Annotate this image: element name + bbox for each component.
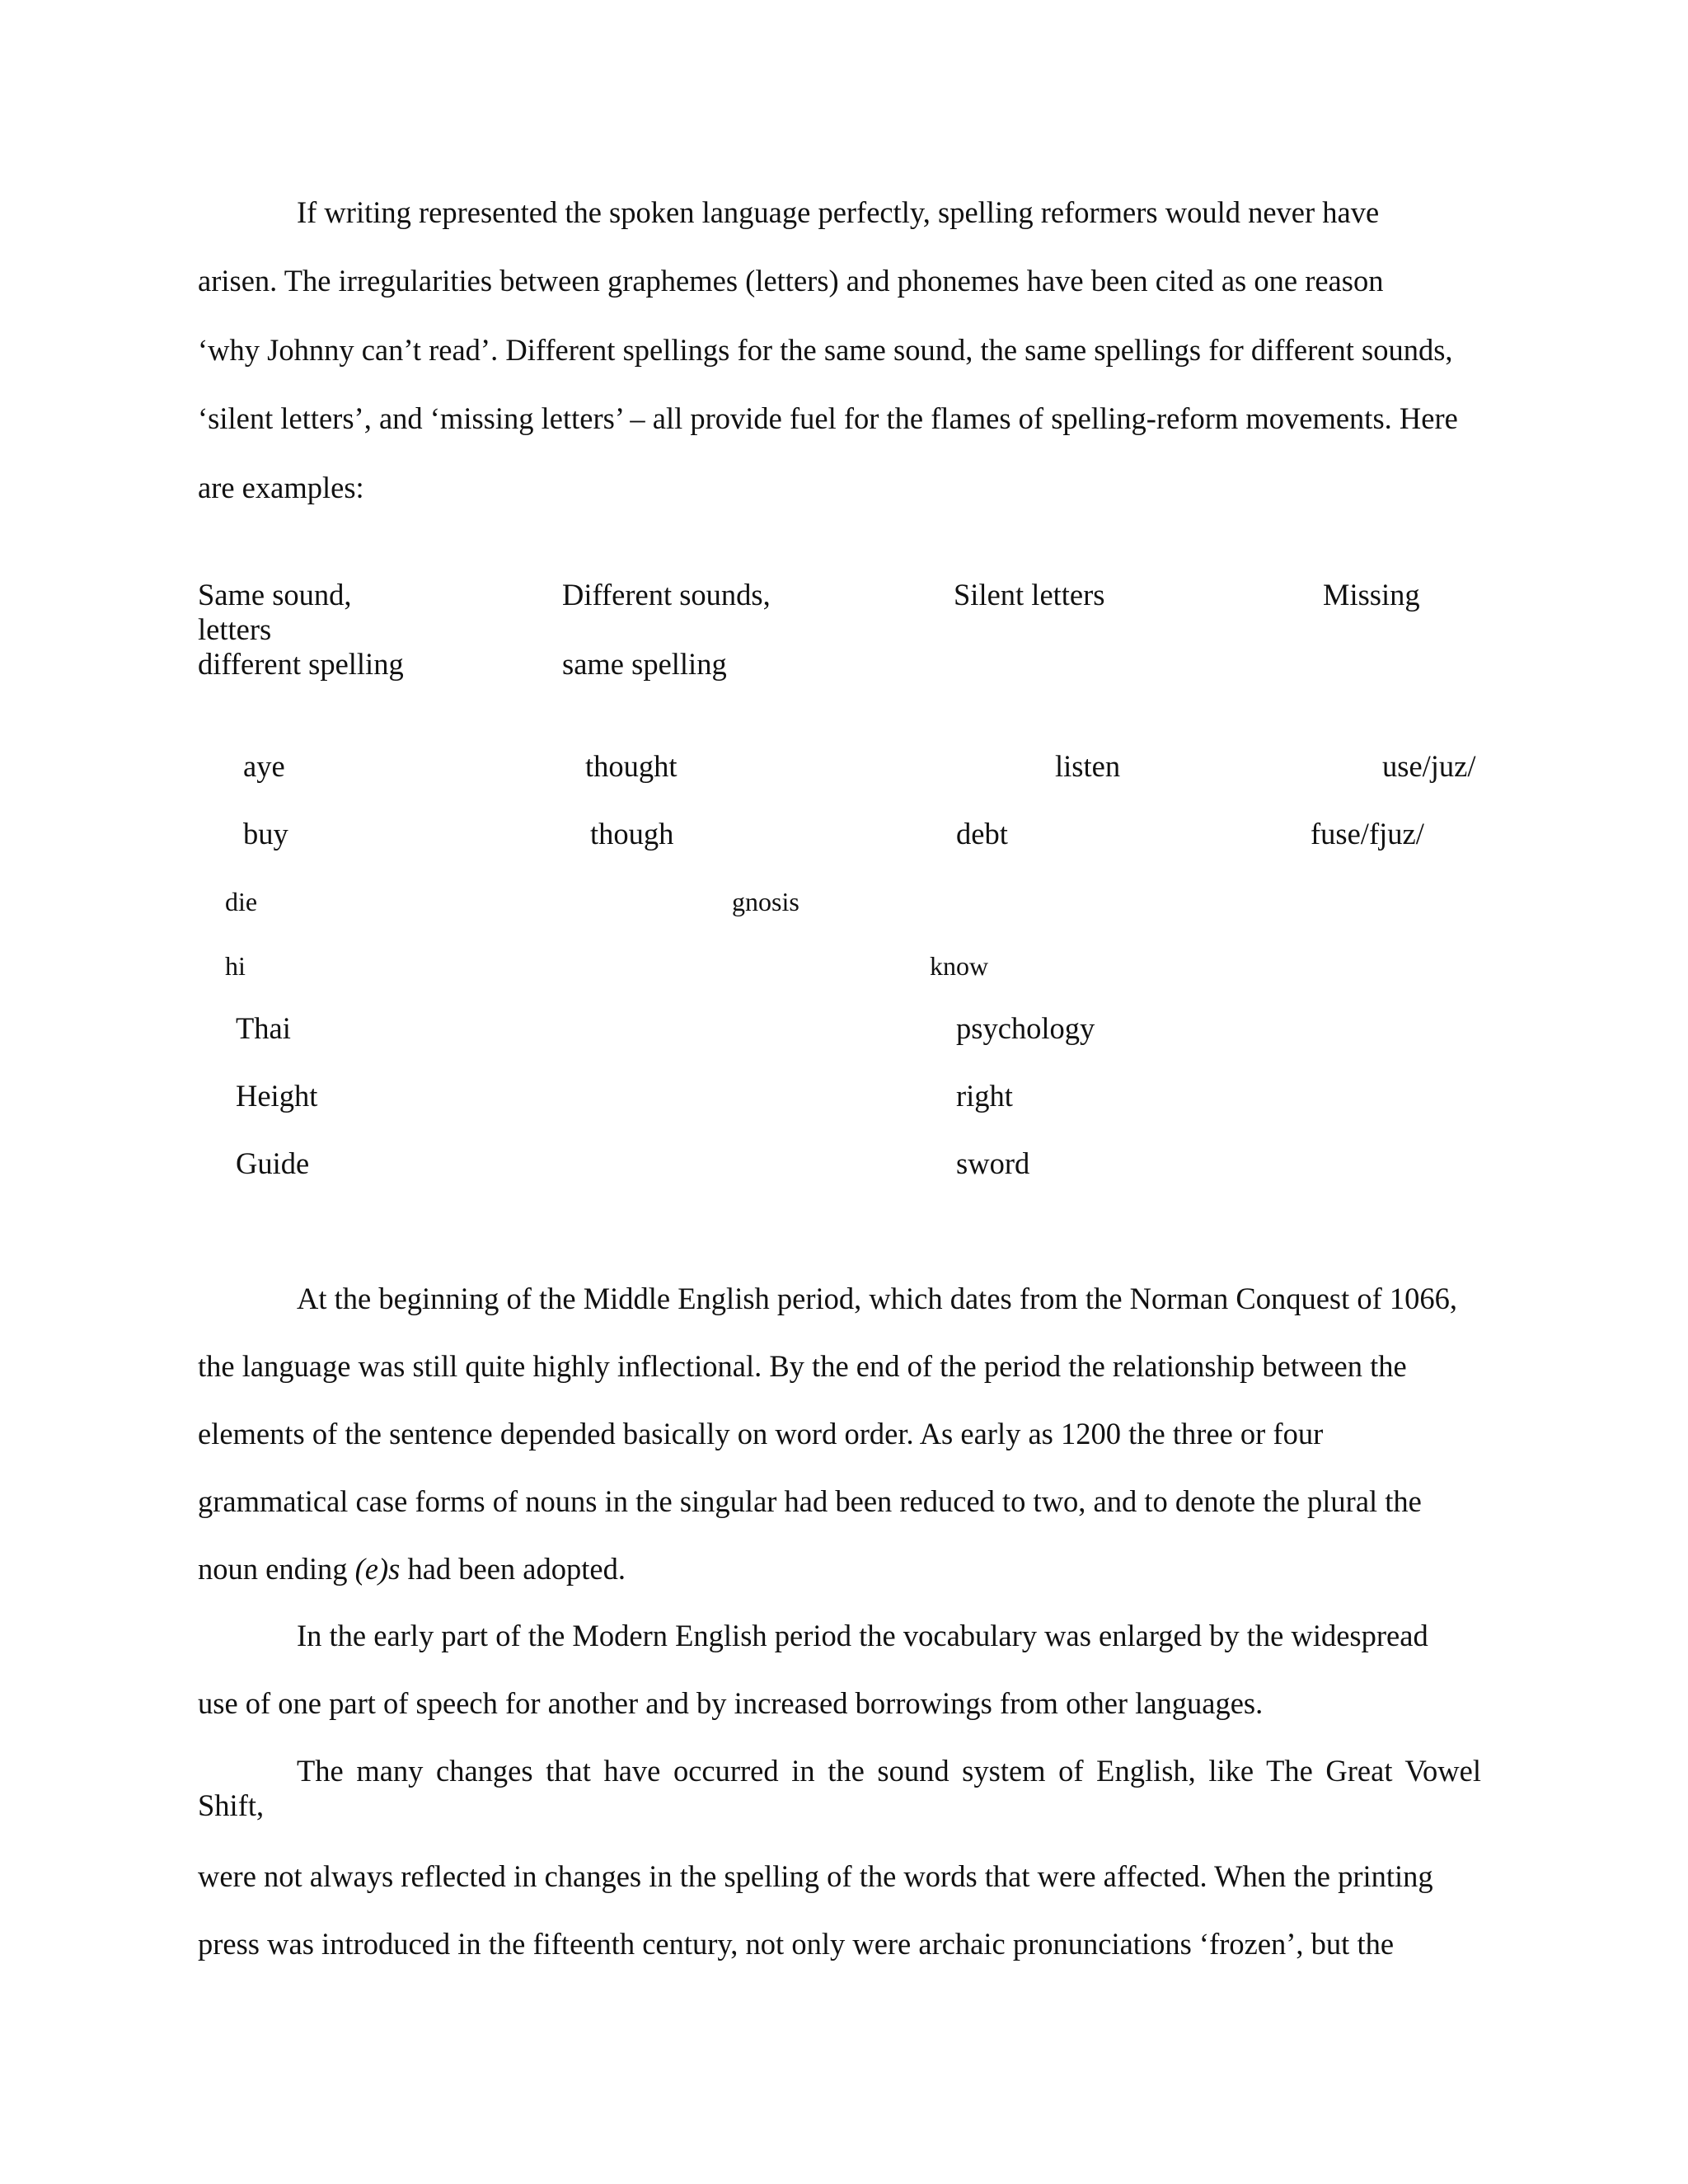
- paragraph-2-line-4: grammatical case forms of nouns in the singular had been reduced to two, and to denote the plural the: [198, 1484, 1422, 1518]
- cell-buy: buy: [243, 817, 288, 851]
- paragraph-4-line-4: press was introduced in the fifteenth century, not only were archaic pronunciations ‘frozen’, but the: [198, 1927, 1395, 1961]
- cell-fuse: fuse/fjuz/: [1311, 817, 1424, 851]
- plural-ending-italic: (e)s: [354, 1552, 401, 1586]
- header-silent-letters: Silent letters: [954, 578, 1105, 612]
- header-letters: letters: [198, 612, 272, 646]
- header-different-sounds: Different sounds,: [562, 578, 771, 612]
- paragraph-1-line-4: ‘silent letters’, and ‘missing letters’ – all provide fuel for the flames of spelling-reform movements. Here: [198, 401, 1458, 435]
- paragraph-4-line-3: were not always reflected in changes in the spelling of the words that were affected. When the printing: [198, 1859, 1433, 1893]
- paragraph-1-line-1: If writing represented the spoken language perfectly, spelling reformers would never have: [297, 195, 1380, 229]
- cell-use: use/juz/: [1382, 749, 1476, 783]
- paragraph-4-line-1: The many changes that have occurred in the sound system of English, like The Great Vowel: [297, 1754, 1481, 1788]
- cell-sword: sword: [956, 1146, 1030, 1180]
- header-same-sound: Same sound,: [198, 578, 352, 612]
- cell-right: right: [956, 1079, 1013, 1113]
- cell-debt: debt: [956, 817, 1008, 851]
- paragraph-2-line-1: At the beginning of the Middle English period, which dates from the Norman Conquest of 1066,: [297, 1282, 1458, 1315]
- paragraph-2-line-2: the language was still quite highly inflectional. By the end of the period the relationship between the: [198, 1349, 1407, 1383]
- cell-gnosis: gnosis: [732, 887, 799, 916]
- cell-listen: listen: [1055, 749, 1121, 783]
- header-same-spelling: same spelling: [562, 647, 727, 681]
- cell-height: Height: [236, 1079, 318, 1113]
- cell-aye: aye: [243, 749, 285, 783]
- paragraph-2-line-5-pre: noun ending: [198, 1552, 355, 1586]
- cell-thai: Thai: [236, 1011, 291, 1045]
- paragraph-1-line-3: ‘why Johnny can’t read’. Different spellings for the same sound, the same spellings for different sounds,: [198, 333, 1453, 367]
- cell-thought: thought: [585, 749, 678, 783]
- cell-die: die: [225, 887, 258, 916]
- paragraph-4-line-2: Shift,: [198, 1788, 265, 1822]
- paragraph-2-line-5: [198, 1551, 626, 1587]
- paragraph-3-line-2: use of one part of speech for another and by increased borrowings from other languages.: [198, 1686, 1264, 1720]
- paragraph-2-line-5-post: had been adopted.: [400, 1552, 626, 1586]
- header-different-spelling: different spelling: [198, 647, 404, 681]
- cell-guide: Guide: [236, 1146, 310, 1180]
- paragraph-1-line-2: arisen. The irregularities between graphemes (letters) and phonemes have been cited as one reason: [198, 264, 1384, 298]
- cell-hi: hi: [225, 951, 246, 981]
- cell-know: know: [930, 951, 989, 981]
- paragraph-3-line-1: In the early part of the Modern English period the vocabulary was enlarged by the widespread: [297, 1619, 1428, 1652]
- paragraph-2-line-3: elements of the sentence depended basically on word order. As early as 1200 the three or four: [198, 1417, 1324, 1451]
- paragraph-1-line-5: are examples:: [198, 471, 364, 504]
- header-missing: Missing: [1323, 578, 1420, 612]
- cell-psychology: psychology: [956, 1011, 1095, 1045]
- cell-though: though: [590, 817, 674, 851]
